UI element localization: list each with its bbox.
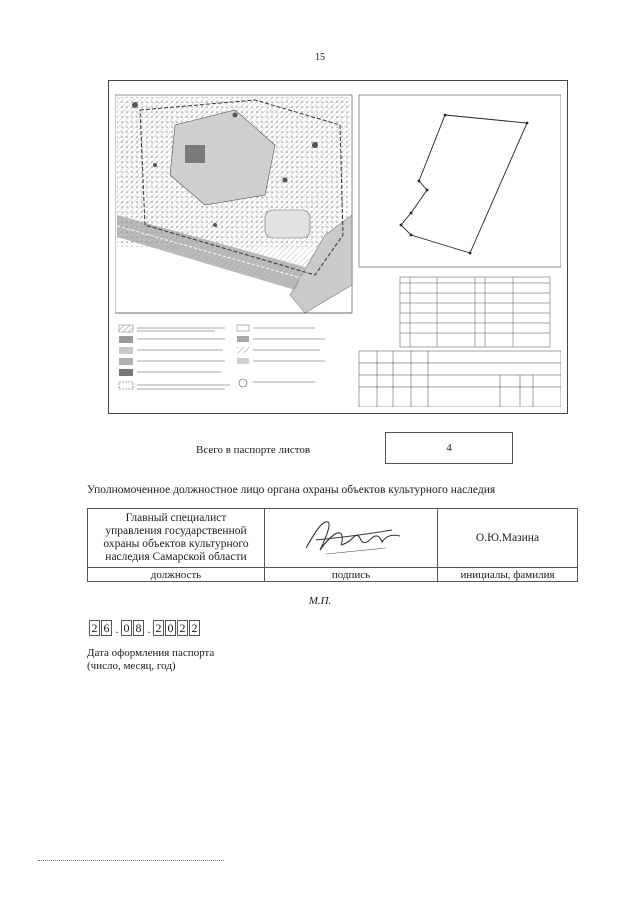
territory-plan-image (115, 85, 561, 407)
date-digit: 0 (165, 620, 176, 636)
footer-divider (38, 860, 224, 861)
date-separator: . (147, 622, 151, 636)
position-line: Главный специалист (125, 512, 227, 524)
coordinates-table (400, 277, 550, 347)
date-separator: . (115, 622, 119, 636)
page-number: 15 (315, 52, 325, 63)
name-caption: инициалы, фамилия (438, 568, 578, 582)
position-caption: должность (88, 568, 265, 582)
total-sheets-value: 4 (385, 432, 513, 464)
date-boxes (89, 620, 201, 636)
date-digit: 2 (177, 620, 188, 636)
signature-caption: подпись (265, 568, 438, 582)
position-cell (88, 509, 265, 568)
date-digit: 2 (153, 620, 164, 636)
position-line: управления государственной (105, 525, 247, 537)
signature-table (87, 508, 578, 582)
date-digit: 6 (101, 620, 112, 636)
date-caption-line: Дата оформления паспорта (87, 647, 215, 659)
date-digit: 2 (189, 620, 200, 636)
position-line: наследия Самарской области (105, 551, 247, 563)
official-heading: Уполномоченное должностное лицо органа охраны объектов культурного наследия (87, 484, 496, 496)
boundary-scheme (359, 95, 561, 267)
position-line: охраны объектов культурного (103, 538, 249, 550)
title-block (359, 351, 561, 407)
stamp-mark: М.П. (308, 595, 332, 607)
map-legend (117, 313, 352, 389)
date-caption (87, 647, 214, 673)
total-sheets-label: Всего в паспорте листов (196, 444, 311, 456)
date-digit: 2 (89, 620, 100, 636)
map-sheet-figure (108, 80, 568, 414)
signature-cell (265, 509, 438, 568)
date-digit: 8 (133, 620, 144, 636)
date-caption-line: (число, месяц, год) (87, 660, 176, 672)
name-cell: О.Ю.Мазина (438, 509, 578, 568)
handwritten-signature (296, 514, 406, 560)
date-digit: 0 (121, 620, 132, 636)
